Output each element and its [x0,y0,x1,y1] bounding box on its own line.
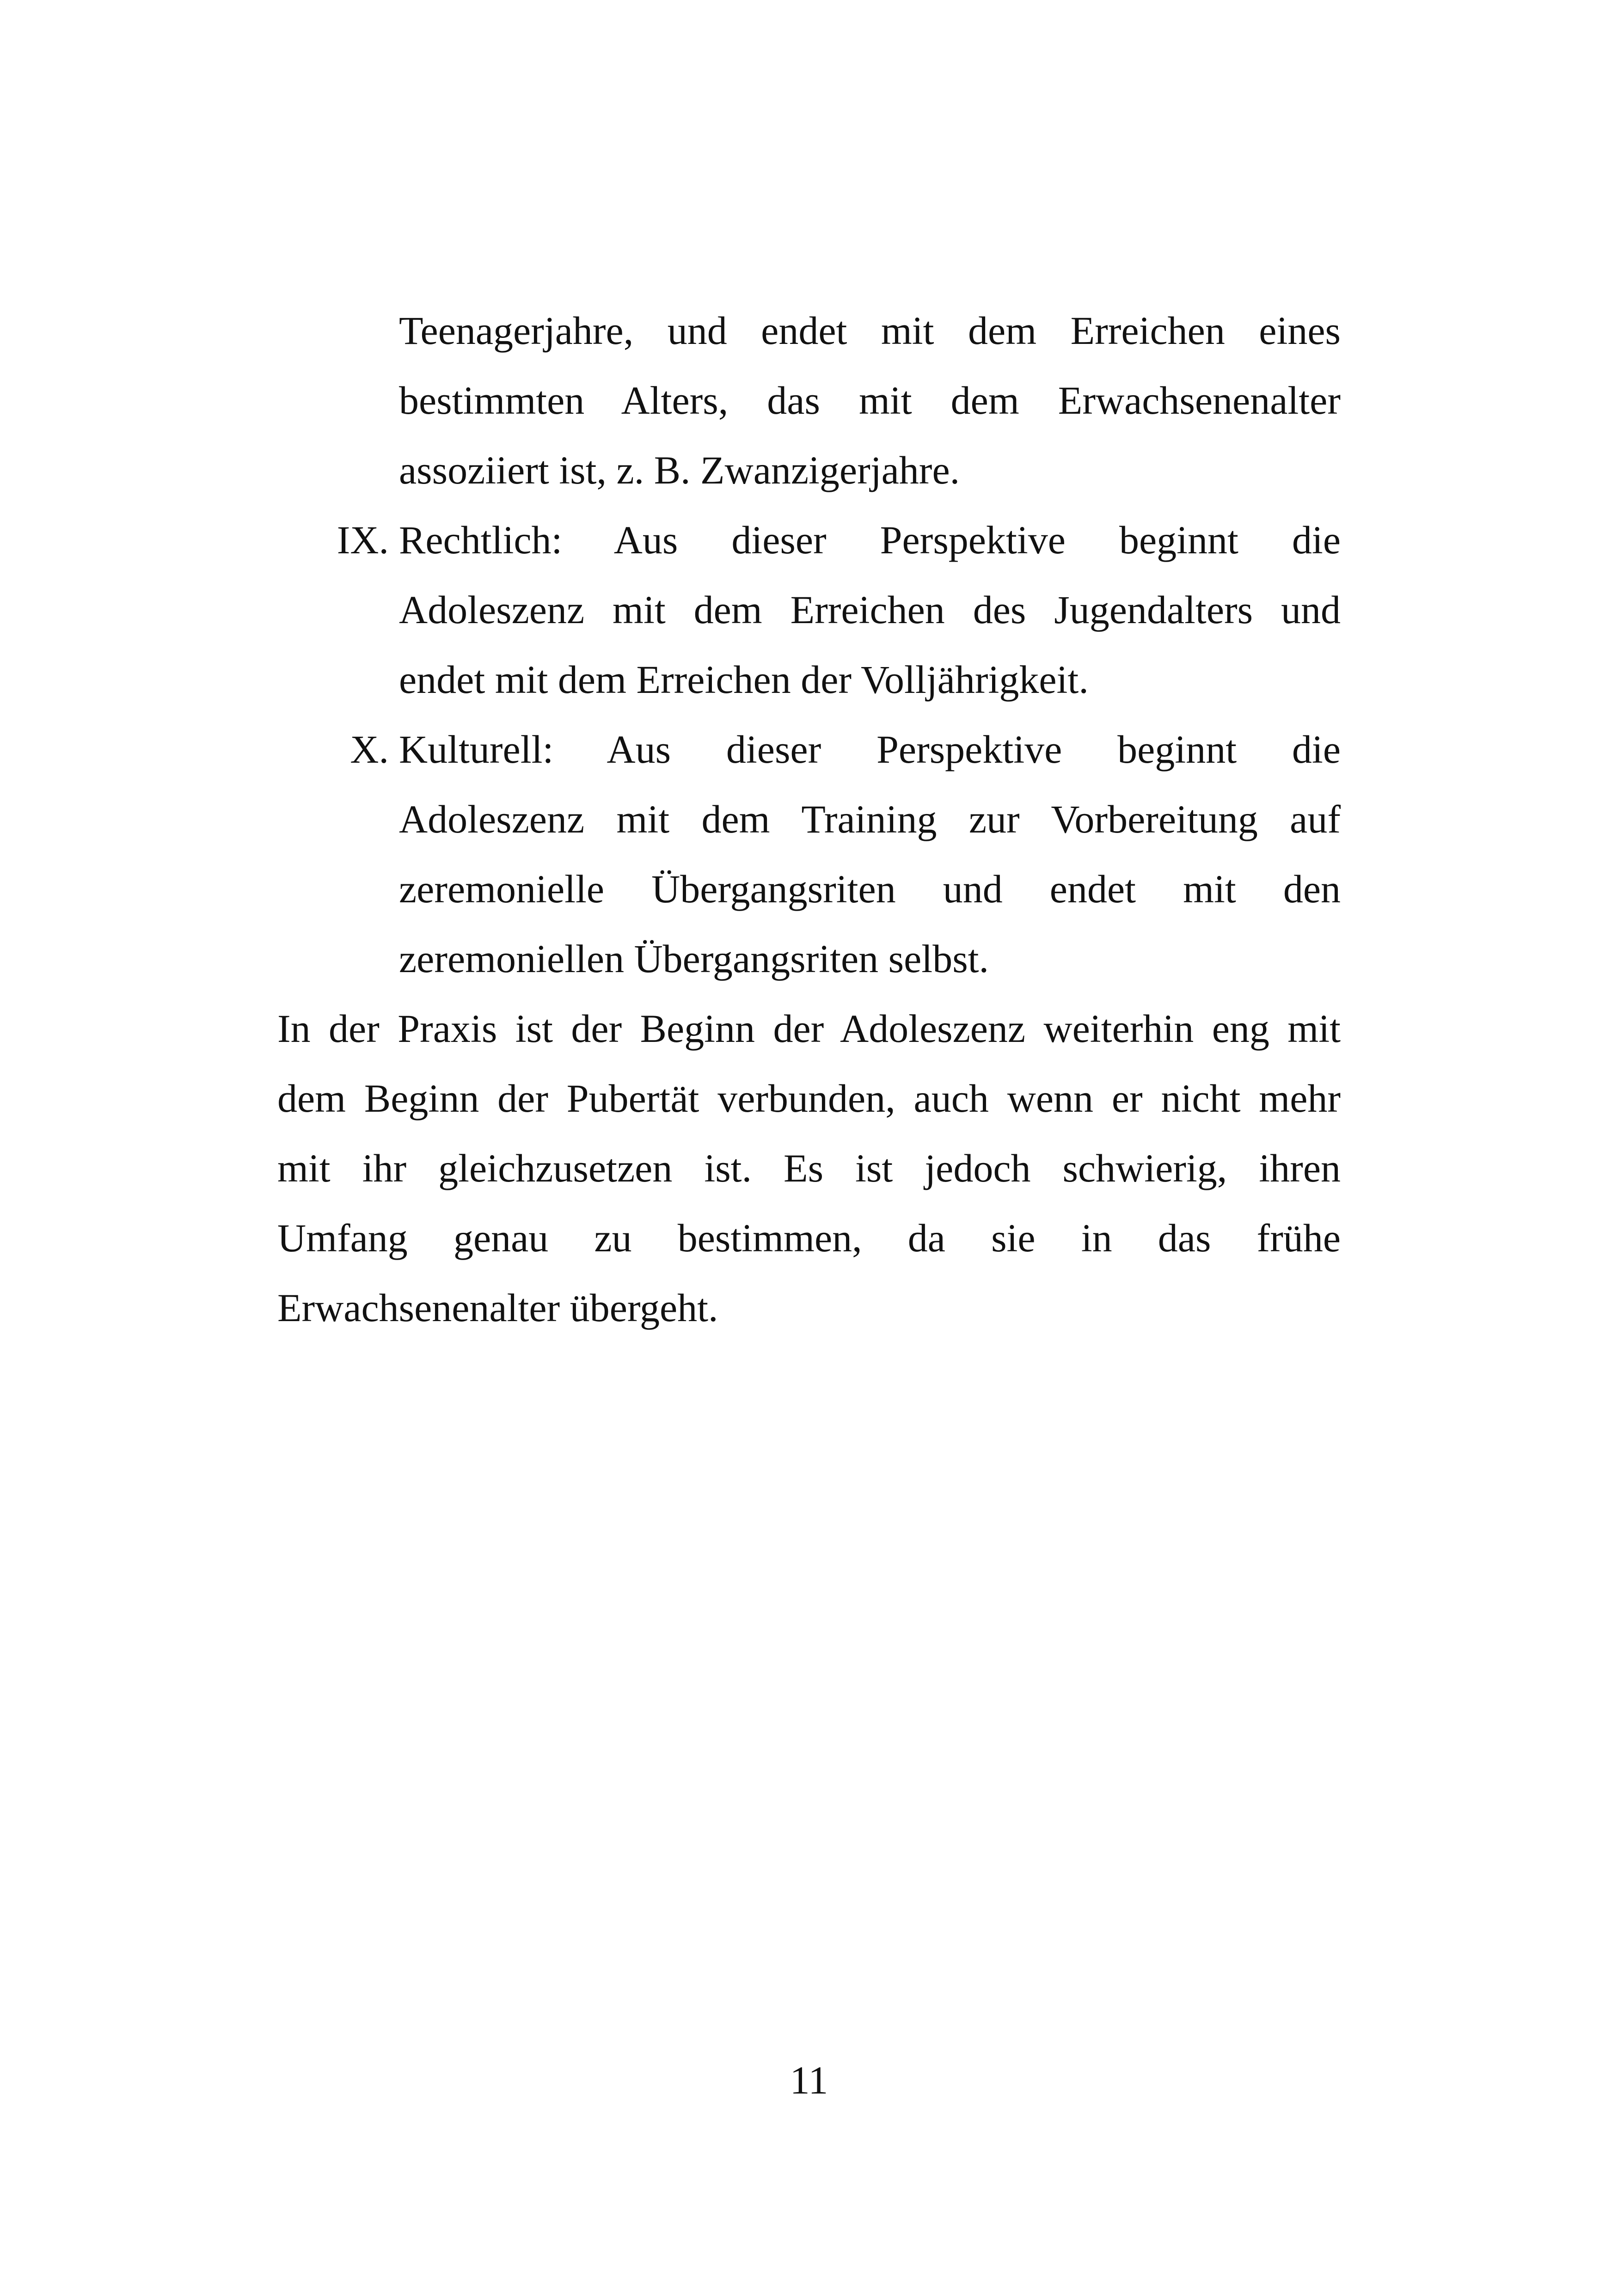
text-line: In der Praxis ist der Beginn der Adoleszenz weiterhin eng mit [277,1006,1341,1051]
text-line: endet mit dem Erreichen der Volljährigkeit. [399,657,1089,702]
list-marker: IX. [337,518,389,562]
text-line: Adoleszenz mit dem Training zur Vorbereitung auf [399,797,1341,841]
text-line: Erwachsenenalter übergeht. [277,1286,718,1330]
text-line: zeremonielle Übergangsriten und endet mit den [399,867,1341,911]
body-paragraph [277,994,1341,1343]
text-line: bestimmten Alters, das mit dem Erwachsenenalter [399,378,1341,422]
text-line: mit ihr gleichzusetzen ist. Es ist jedoch schwierig, ihren [277,1146,1341,1190]
text-line: Teenagerjahre, und endet mit dem Erreichen eines [399,308,1341,353]
list-item-first-line [337,505,1341,575]
text-line: Rechtlich: Aus dieser Perspektive beginnt die [399,518,1341,562]
page-number: 11 [790,2058,828,2102]
text-line: dem Beginn der Pubertät verbunden, auch wenn er nicht mehr [277,1076,1341,1120]
list-item-x [277,715,1341,994]
document-body [277,296,1341,1343]
text-line: Adoleszenz mit dem Erreichen des Jugendalters und [399,588,1341,632]
list-marker: X. [350,727,389,771]
list-item-ix [277,505,1341,715]
text-line: assoziiert ist, z. B. Zwanzigerjahre. [399,448,960,492]
list-item-first-line [350,715,1341,784]
text-line: zeremoniellen Übergangsriten selbst. [399,937,989,981]
list-item-continuation [277,296,1341,505]
text-line: Kulturell: Aus dieser Perspektive beginnt die [399,727,1341,771]
text-line: Umfang genau zu bestimmen, da sie in das frühe [277,1216,1341,1260]
